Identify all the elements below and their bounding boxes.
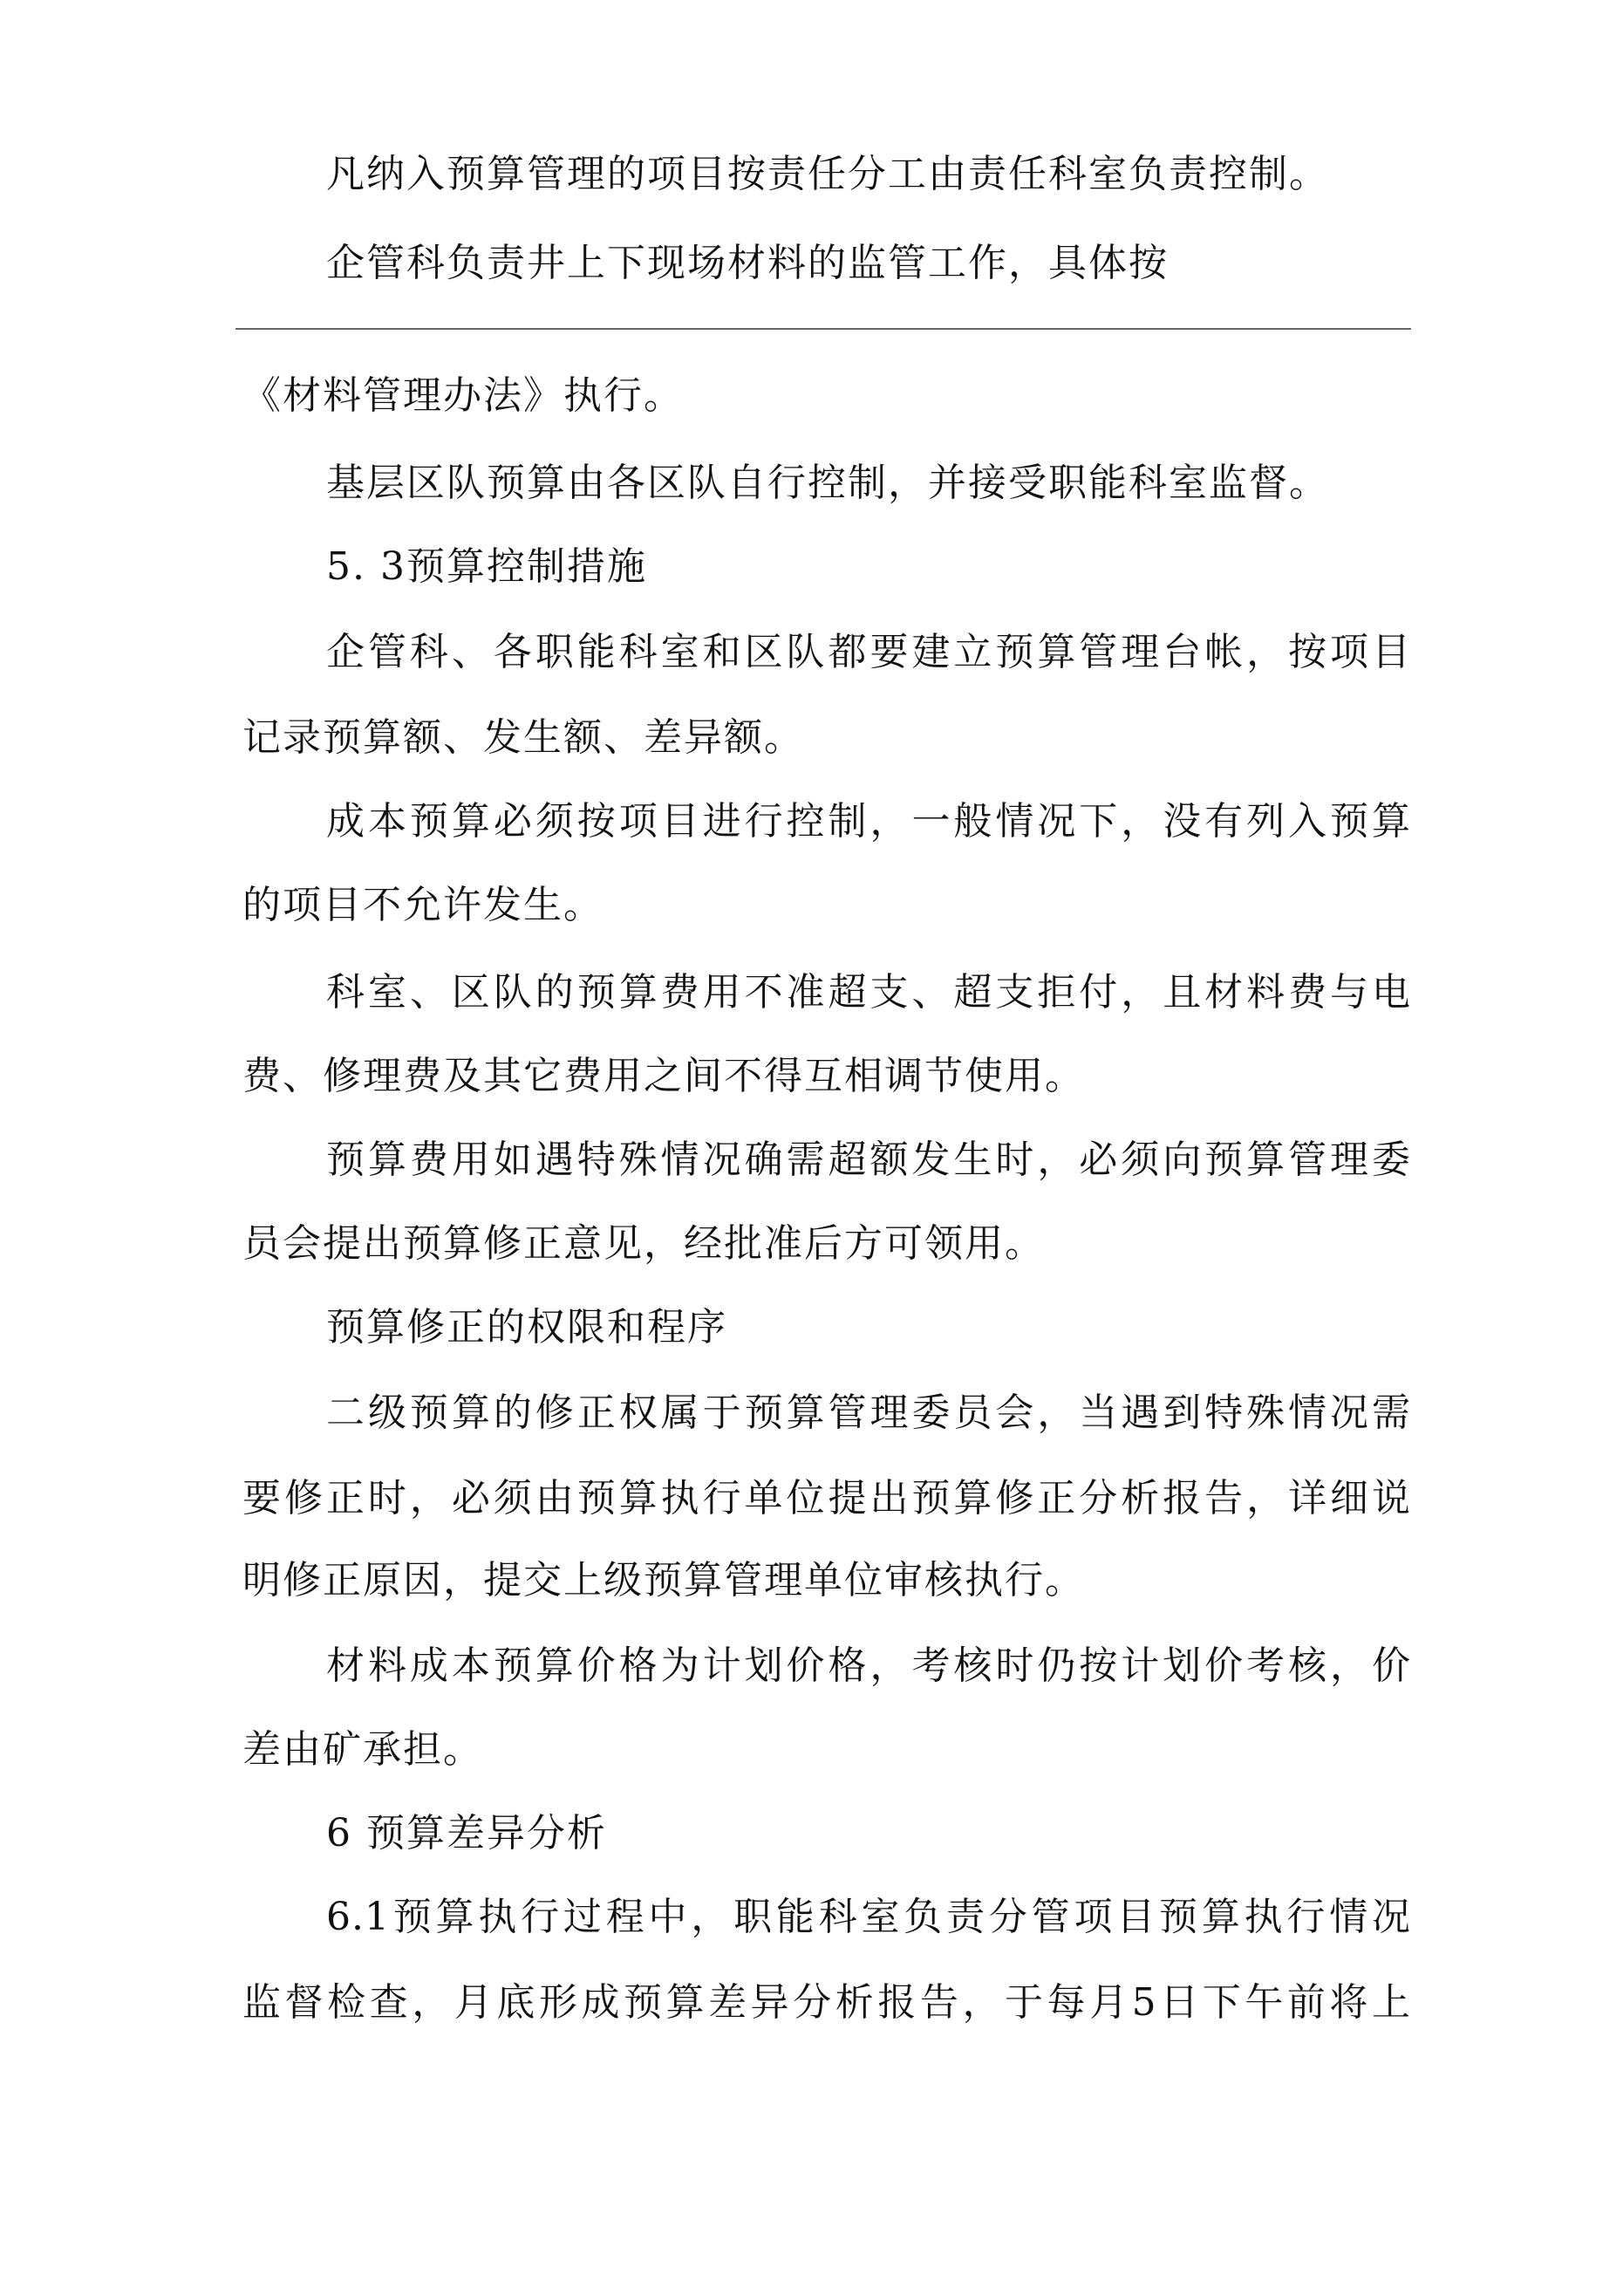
paragraph-line: 成本预算必须按项目进行控制，一般情况下，没有列入预算 [326, 799, 1411, 844]
paragraph-line: 的项目不允许发生。 [242, 883, 604, 927]
paragraph-line: 监督检查，月底形成预算差异分析报告，于每月5日下午前将上 [242, 1980, 1411, 2025]
paragraph-line: 企管科、各职能科室和区队都要建立预算管理台帐，按项目 [326, 630, 1411, 674]
paragraph-line: 二级预算的修正权属于预算管理委员会，当遇到特殊情况需 [326, 1391, 1411, 1435]
paragraph-line: 要修正时，必须由预算执行单位提出预算修正分析报告，详细说 [242, 1476, 1411, 1520]
paragraph-line: 企管科负责井上下现场材料的监管工作，具体按 [326, 241, 1169, 285]
section-divider [235, 328, 1411, 330]
paragraph-line: 记录预算额、发生额、差异额。 [242, 715, 804, 760]
paragraph-line: 6.1预算执行过程中，职能科室负责分管项目预算执行情况 [326, 1895, 1411, 1939]
paragraph-line: 员会提出预算修正意见，经批准后方可领用。 [242, 1221, 1045, 1266]
paragraph-line: 差由矿承担。 [242, 1727, 483, 1772]
paragraph-line: 《材料管理办法》执行。 [242, 373, 684, 418]
paragraph-line: 材料成本预算价格为计划价格，考核时仍按计划价考核，价 [326, 1643, 1411, 1688]
paragraph-line: 凡纳入预算管理的项目按责任分工由责任科室负责控制。 [326, 152, 1329, 196]
section-heading: 5. 3预算控制措施 [326, 544, 647, 589]
paragraph-line: 明修正原因，提交上级预算管理单位审核执行。 [242, 1558, 1085, 1602]
paragraph-line: 基层区队预算由各区队自行控制，并接受职能科室监督。 [326, 461, 1329, 505]
paragraph-line: 预算费用如遇特殊情况确需超额发生时，必须向预算管理委 [326, 1138, 1411, 1182]
section-heading: 6 预算差异分析 [326, 1811, 607, 1855]
paragraph-line: 费、修理费及其它费用之间不得互相调节使用。 [242, 1054, 1085, 1098]
section-heading: 预算修正的权限和程序 [326, 1305, 727, 1350]
paragraph-line: 科室、区队的预算费用不准超支、超支拒付，且材料费与电 [326, 970, 1411, 1015]
